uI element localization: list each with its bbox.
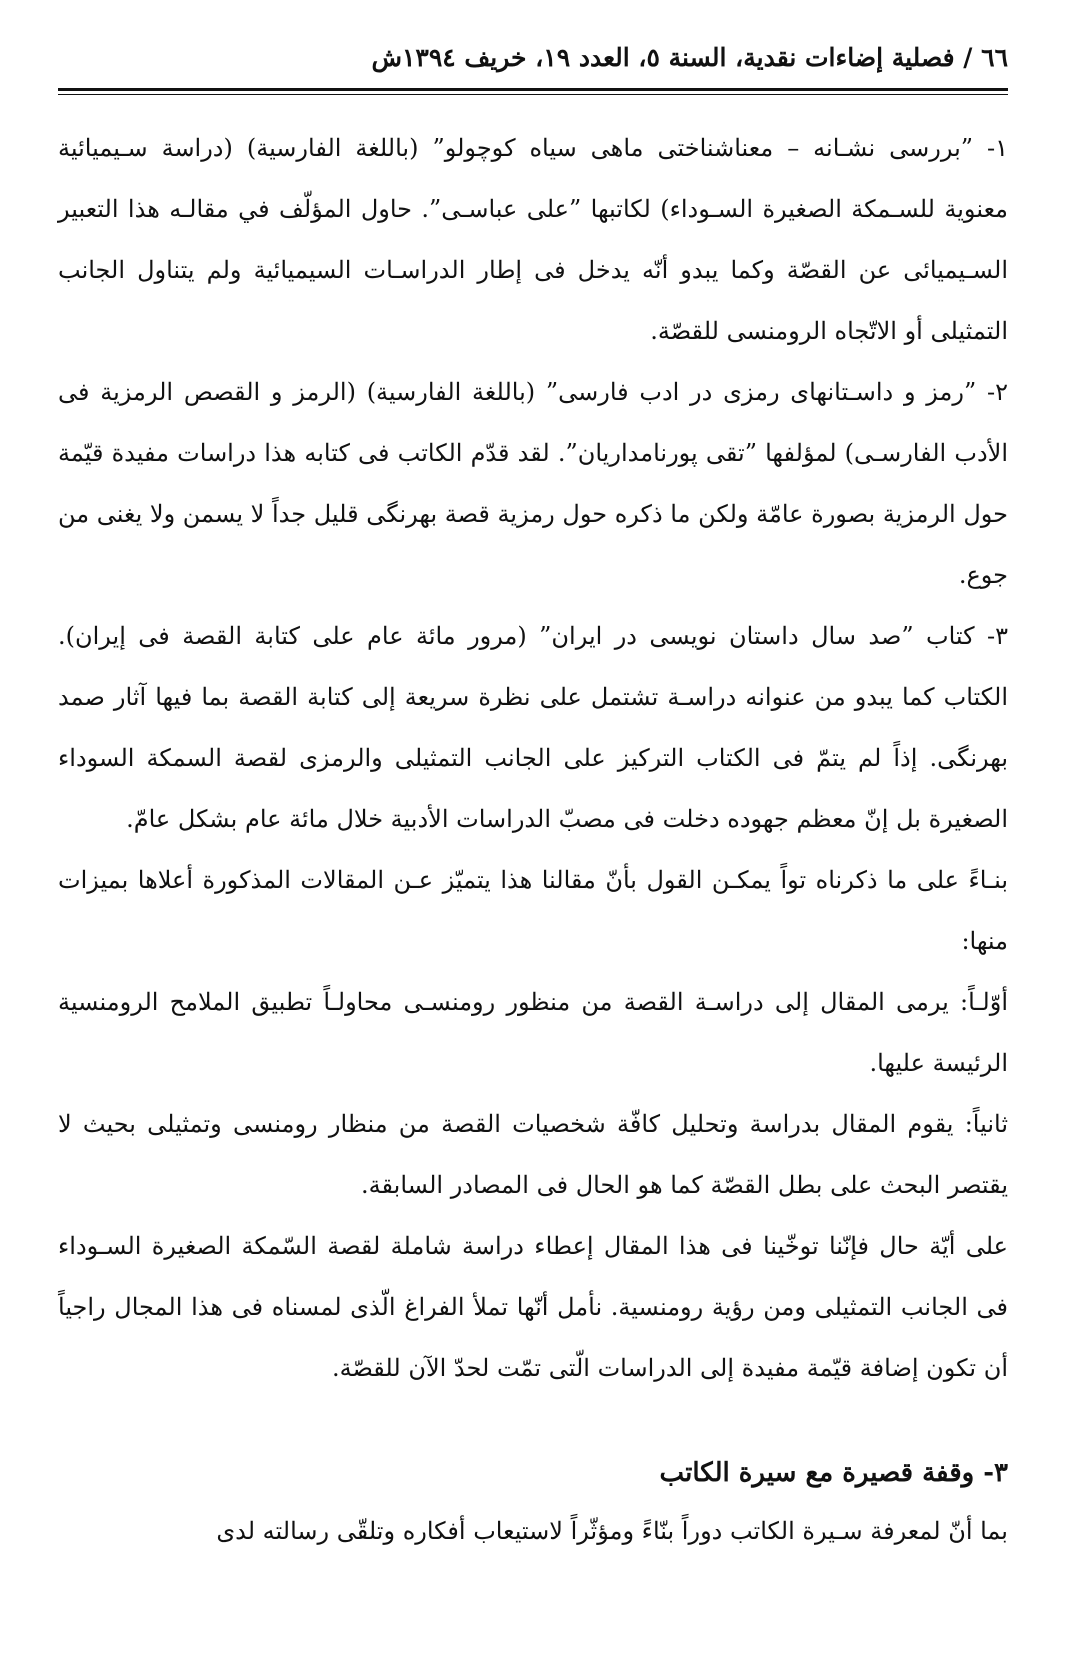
paragraph-7: علی أيّة حال فإنّنا توخّينا فی هذا المقال إعطاء دراسة شاملة لقصة السّمكة الصغيرة السـوداء فی الجانب التمثيلی ومن رؤية رومنسية. نأمل أنّها تملأ الفراغ الّذی لمسناه فی هذا المجال راجياً أن تكون إضافة قيّمة مفيدة إلی الدراسات الّتی تمّت لحدّ الآن للقصّة. (58, 1232, 1009, 1382)
running-header: ٦٦ / فصلية إضاءات نقدية، السنة ٥، العدد ١٩، خريف ١٣٩٤ش (371, 43, 1008, 72)
paragraph-4: بنـاءً علی ما ذكرناه تواً يمكـن القول بأنّ مقالنا هذا يتميّز عـن المقالات المذكورة أعلاها بميزات منها: (58, 866, 1008, 955)
paragraph-2: ٢- ”رمز و داسـتانهای رمزی در ادب فارسی” (باللغة الفارسية) (الرمز و القصص الرمزية فی الأدب الفارسـی) لمؤلفها ”تقی پورنامداریان”. لقد قدّم الكاتب فی كتابه هذا دراسات مفيدة قيّمة حول الرمزية بصورة عامّة ولكن ما ذكره حول رمزية قصة بهرنگی قليل جداً لا يسمن ولا يغنی من جوع. (58, 378, 1008, 589)
paragraph-5: أوّلـاً: يرمی المقال إلی دراسـة القصة من منظور رومنسـی محاولـاً تطبيق الملامح الرومنسية الرئيسة عليها. (58, 988, 1008, 1077)
paragraph-3: ٣- كتاب ”صد سال داستان نويسی در ايران” (مرور مائة عام علی كتابة القصة فی إيران). الكتاب كما يبدو من عنوانه دراسـة تشتمل علی نظرة سريعة إلی كتابة القصة بما فيها آثار صمد بهرنگی. إذاً لم يتمّ فی الكتاب التركيز علی الجانب التمثيلی والرمزی لقصة السمكة السوداء الصغيرة بل إنّ معظم جهوده دخلت فی مصبّ الدراسات الأدبية خلال مائة عام بشكل عامّ. (58, 622, 1008, 833)
body-text (58, 118, 1008, 1562)
paragraph-final: بما أنّ لمعرفة سـيرة الكاتب دوراً بنّاءً ومؤثّراً لاستيعاب أفكاره وتلقّی رسالته لدی (216, 1517, 1008, 1545)
section-heading: ٣- وقفة قصيرة مع سيرة الكاتب (659, 1458, 1008, 1488)
header-rule-thin (58, 94, 1008, 95)
header-rule-thick (58, 88, 1008, 91)
paragraph-6: ثانياً: يقوم المقال بدراسة وتحليل كافّة شخصيات القصة من منظار رومنسی وتمثيلی بحيث لا يقتصر البحث علی بطل القصّة كما هو الحال فی المصادر السابقة. (58, 1110, 1008, 1199)
paragraph-1: ١- ”بررسی نشـانه – معناشناختی ماهی سیاه کوچولو” (باللغة الفارسية) (دراسة سـيميائية معنوية للسـمكة الصغيرة السـوداء) لكاتبها ”علی عباسـی”. حاول المؤلّف في مقالـه هذا التعبير السـيميائی عن القصّة وكما يبدو أنّه يدخل فی إطار الدراسـات السيميائية ولم يتناول الجانب التمثيلی أو الاتّجاه الرومنسی للقصّة. (58, 134, 1009, 345)
